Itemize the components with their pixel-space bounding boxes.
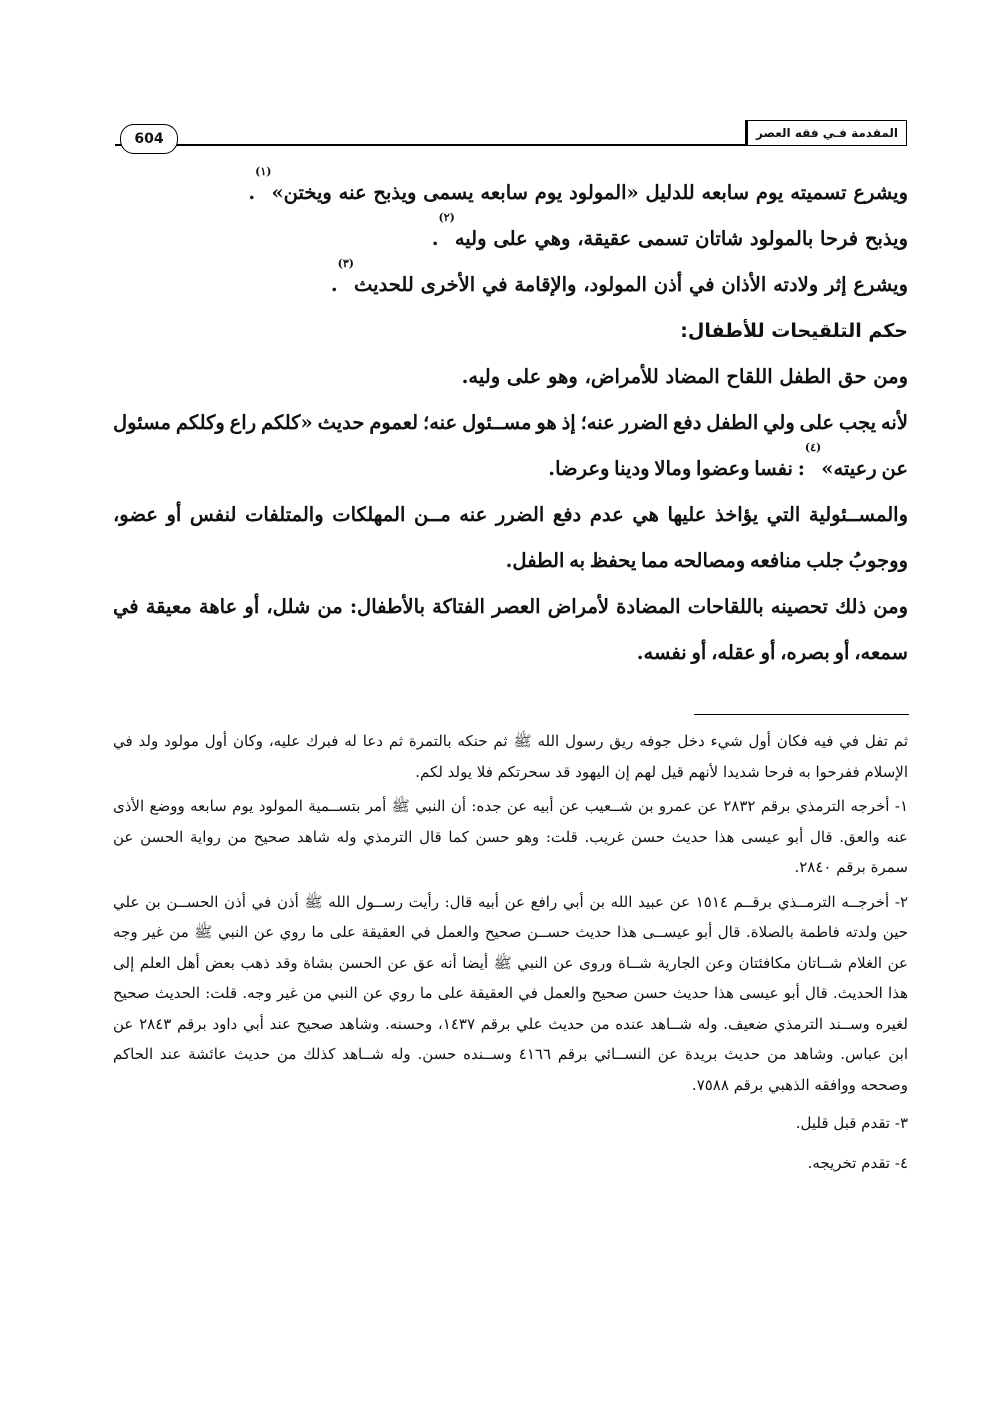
footnote-separator [694, 714, 909, 715]
running-header [115, 118, 907, 148]
book-title: المقدمة فـي فقه العصر [745, 120, 907, 146]
footnote-ref[interactable]: (٤) [804, 441, 822, 454]
paragraph-vaccine-right: ومن حق الطفل اللقاح المضاد للأمراض، وهو على وليه. [461, 365, 908, 388]
footnote-ref[interactable]: (٢) [438, 211, 455, 224]
paragraph-text: . [248, 181, 256, 204]
paragraph-text: لأنه يجب على ولي الطفل دفع الضرر عنه؛ إذ هو مســئول عنه؛ لعموم حديث «كلكم راع وكلكم مسئول عن رعيته» [113, 411, 908, 480]
footnote-ref[interactable]: (٣) [337, 257, 354, 270]
paragraph-text: . [431, 227, 439, 250]
paragraph-text: ويشرع تسميته يوم سابعه للدليل «المولود يوم سابعه يسمى ويذبح عنه ويختن» [271, 181, 908, 204]
paragraph-text: . [330, 273, 338, 296]
paragraph-responsibility: والمســئولية التي يؤاخذ عليها هي عدم دفع الضرر عنه مــن المهلكات والمتلفات لنفس أو عضو، ووجوبُ جلب منافعه ومصالحه مما يحفظ به الطفل. [113, 503, 908, 572]
footnote-2: ٢- أخرجــه الترمــذي برقــم ١٥١٤ عن عبيد الله بن أبي رافع عن أبيه قال: رأيت رســول الله ﷺ أذن في أذن الحســن بن علي حين ولدته فاطمة بالصلاة. قال أبو عيســى هذا حديث حســن صحيح والعمل في العقيقة على ما روي عن النبي ﷺ من غير وجه عن الغلام شــاتان مكافئتان وعن الجارية شــاة وروى عن النبي ﷺ أيضا أنه عق عن الحسن بشاة وقد ذهب بعض أهل العلم إلى هذا الحديث. قال أبو عيسى هذا حديث حسن صحيح والعمل في العقيقة على ما روي عن النبي من غير وجه. قلت: الحديث صحيح لغيره وســند الترمذي ضعيف. وله شــاهد عنده من حديث علي برقم ١٤٣٧، وحسنه. وشاهد صحيح عند أبي داود برقم ٢٨٤٣ عن ابن عباس. وشاهد من حديث بريدة عن النســائي برقم ٤١٦٦ وســنده حسن. وله شــاهد كذلك من حديث عائشة عند الحاكم وصححه ووافقه الذهبي برقم ٧٥٨٨. [113, 892, 908, 1094]
paragraph-text: ويشرع إثر ولادته الأذان في أذن المولود، والإقامة في الأخرى للحديث [354, 273, 908, 296]
main-text [113, 165, 908, 676]
page-number: 604 [120, 124, 178, 154]
paragraph-text: : نفسا وعضوا ومالا ودينا وعرضا. [548, 457, 805, 480]
footnote-3: ٣- تقدم قبل قليل. [795, 1114, 908, 1132]
paragraph-immunization: ومن ذلك تحصينه باللقاحات المضادة لأمراض العصر الفتاكة بالأطفال: من شلل، أو عاهة معيقة في سمعه، أو بصره، أو عقله، أو نفسه. [113, 595, 908, 664]
paragraph-adhan [113, 257, 908, 308]
footnote-continued: ثم تفل في فيه فكان أول شيء دخل جوفه ريق رسول الله ﷺ ثم حنكه بالتمرة ثم دعا له فبرك عليه، وكان أول مولود ولد في الإسلام ففرحوا به فرحا شديدا لأنهم قيل لهم إن اليهود قد سحرتكم فلا يولد لكم. [113, 732, 908, 781]
section-heading: حكم التلقيحات للأطفال: [680, 320, 908, 342]
paragraph-aqiqa [113, 211, 908, 262]
footnote-ref[interactable]: (١) [255, 165, 272, 178]
footnotes [113, 726, 908, 1180]
footnote-1: ١- أخرجه الترمذي برقم ٢٨٣٢ عن عمرو بن شــعيب عن أبيه عن جده: أن النبي ﷺ أمر بتســمية المولود يوم سابعه ووضع الأذى عنه والعق. قال أبو عيسى هذا حديث حسن غريب. قلت: وهو حسن كما قال الترمذي وله شاهد صحيح من رواية الحسن عن سمرة برقم ٢٨٤٠. [113, 797, 908, 876]
paragraph-text: ويذبح فرحا بالمولود شاتان تسمى عقيقة، وهي على وليه [454, 227, 908, 250]
paragraph-guardian-duty [113, 400, 908, 492]
footnote-4: ٤- تقدم تخريجه. [807, 1154, 908, 1172]
paragraph-naming [113, 165, 908, 216]
